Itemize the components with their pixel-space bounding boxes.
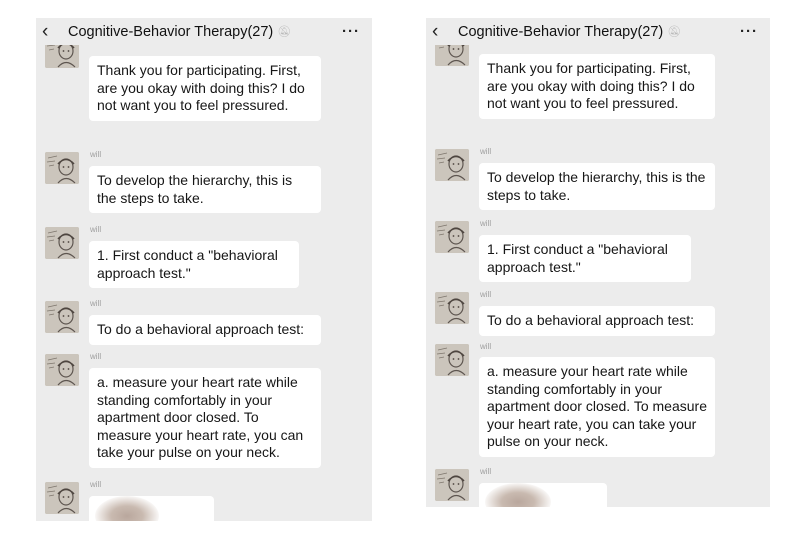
chat-screenshot-left [36, 18, 372, 521]
sender-name: will [90, 352, 102, 361]
portrait-sketch-icon [45, 354, 79, 386]
sender-name: will [480, 467, 492, 476]
bell-muted-icon: 🔕︎ [277, 26, 292, 38]
bell-muted-icon: 🔕︎ [667, 26, 682, 38]
sender-name: will [480, 219, 492, 228]
sender-avatar[interactable] [45, 354, 79, 386]
chevron-left-icon[interactable]: ‹ [432, 20, 439, 42]
chat-screenshot-right [426, 18, 770, 507]
message-bubble: To do a behavioral approach test: [89, 315, 321, 345]
portrait-sketch-icon [45, 227, 79, 259]
sender-avatar[interactable] [435, 469, 469, 501]
sender-name: will [90, 299, 102, 308]
chat-header [36, 18, 372, 45]
message-bubble: To do a behavioral approach test: [479, 306, 715, 336]
sender-avatar[interactable] [45, 482, 79, 514]
portrait-sketch-icon [435, 221, 469, 253]
more-dots-icon[interactable]: ··· [740, 23, 758, 40]
sender-name: will [480, 290, 492, 299]
portrait-sketch-icon [435, 149, 469, 181]
chat-header [426, 18, 770, 45]
chat-title: Cognitive-Behavior Therapy(27) [458, 23, 664, 40]
portrait-sketch-icon [45, 301, 79, 333]
blurred-image-content [485, 483, 551, 507]
sender-name: will [480, 342, 492, 351]
chevron-left-icon[interactable]: ‹ [42, 20, 49, 42]
portrait-sketch-icon [435, 469, 469, 501]
sender-name: will [480, 147, 492, 156]
message-bubble: Thank you for participating. First, are you okay with doing this? I do not want you to feel pressured. [479, 54, 715, 119]
message-list [36, 18, 372, 521]
sender-avatar[interactable] [45, 301, 79, 333]
portrait-sketch-icon [435, 292, 469, 324]
message-bubble: 1. First conduct a "behavioral approach test." [89, 241, 299, 288]
portrait-sketch-icon [435, 344, 469, 376]
sender-name: will [90, 480, 102, 489]
sender-avatar[interactable] [435, 221, 469, 253]
message-bubble: Thank you for participating. First, are you okay with doing this? I do not want you to feel pressured. [89, 56, 321, 121]
image-message[interactable] [89, 496, 214, 521]
message-bubble: a. measure your heart rate while standing comfortably in your apartment door closed. To measure your heart rate, you can take your pulse on your neck. [479, 357, 715, 457]
message-list [426, 18, 770, 507]
portrait-sketch-icon [45, 152, 79, 184]
image-message[interactable] [479, 483, 607, 507]
sender-name: will [90, 225, 102, 234]
chat-title: Cognitive-Behavior Therapy(27) [68, 23, 274, 40]
sender-avatar[interactable] [435, 344, 469, 376]
portrait-sketch-icon [45, 482, 79, 514]
sender-avatar[interactable] [45, 152, 79, 184]
message-bubble: To develop the hierarchy, this is the steps to take. [89, 166, 321, 213]
sender-avatar[interactable] [435, 149, 469, 181]
sender-avatar[interactable] [435, 292, 469, 324]
more-dots-icon[interactable]: ··· [342, 23, 360, 40]
sender-avatar[interactable] [45, 227, 79, 259]
blurred-image-content [95, 496, 159, 521]
message-bubble: 1. First conduct a "behavioral approach test." [479, 235, 691, 282]
message-bubble: To develop the hierarchy, this is the steps to take. [479, 163, 715, 210]
sender-name: will [90, 150, 102, 159]
message-bubble: a. measure your heart rate while standing comfortably in your apartment door closed. To measure your heart rate, you can take your pulse on your neck. [89, 368, 321, 468]
